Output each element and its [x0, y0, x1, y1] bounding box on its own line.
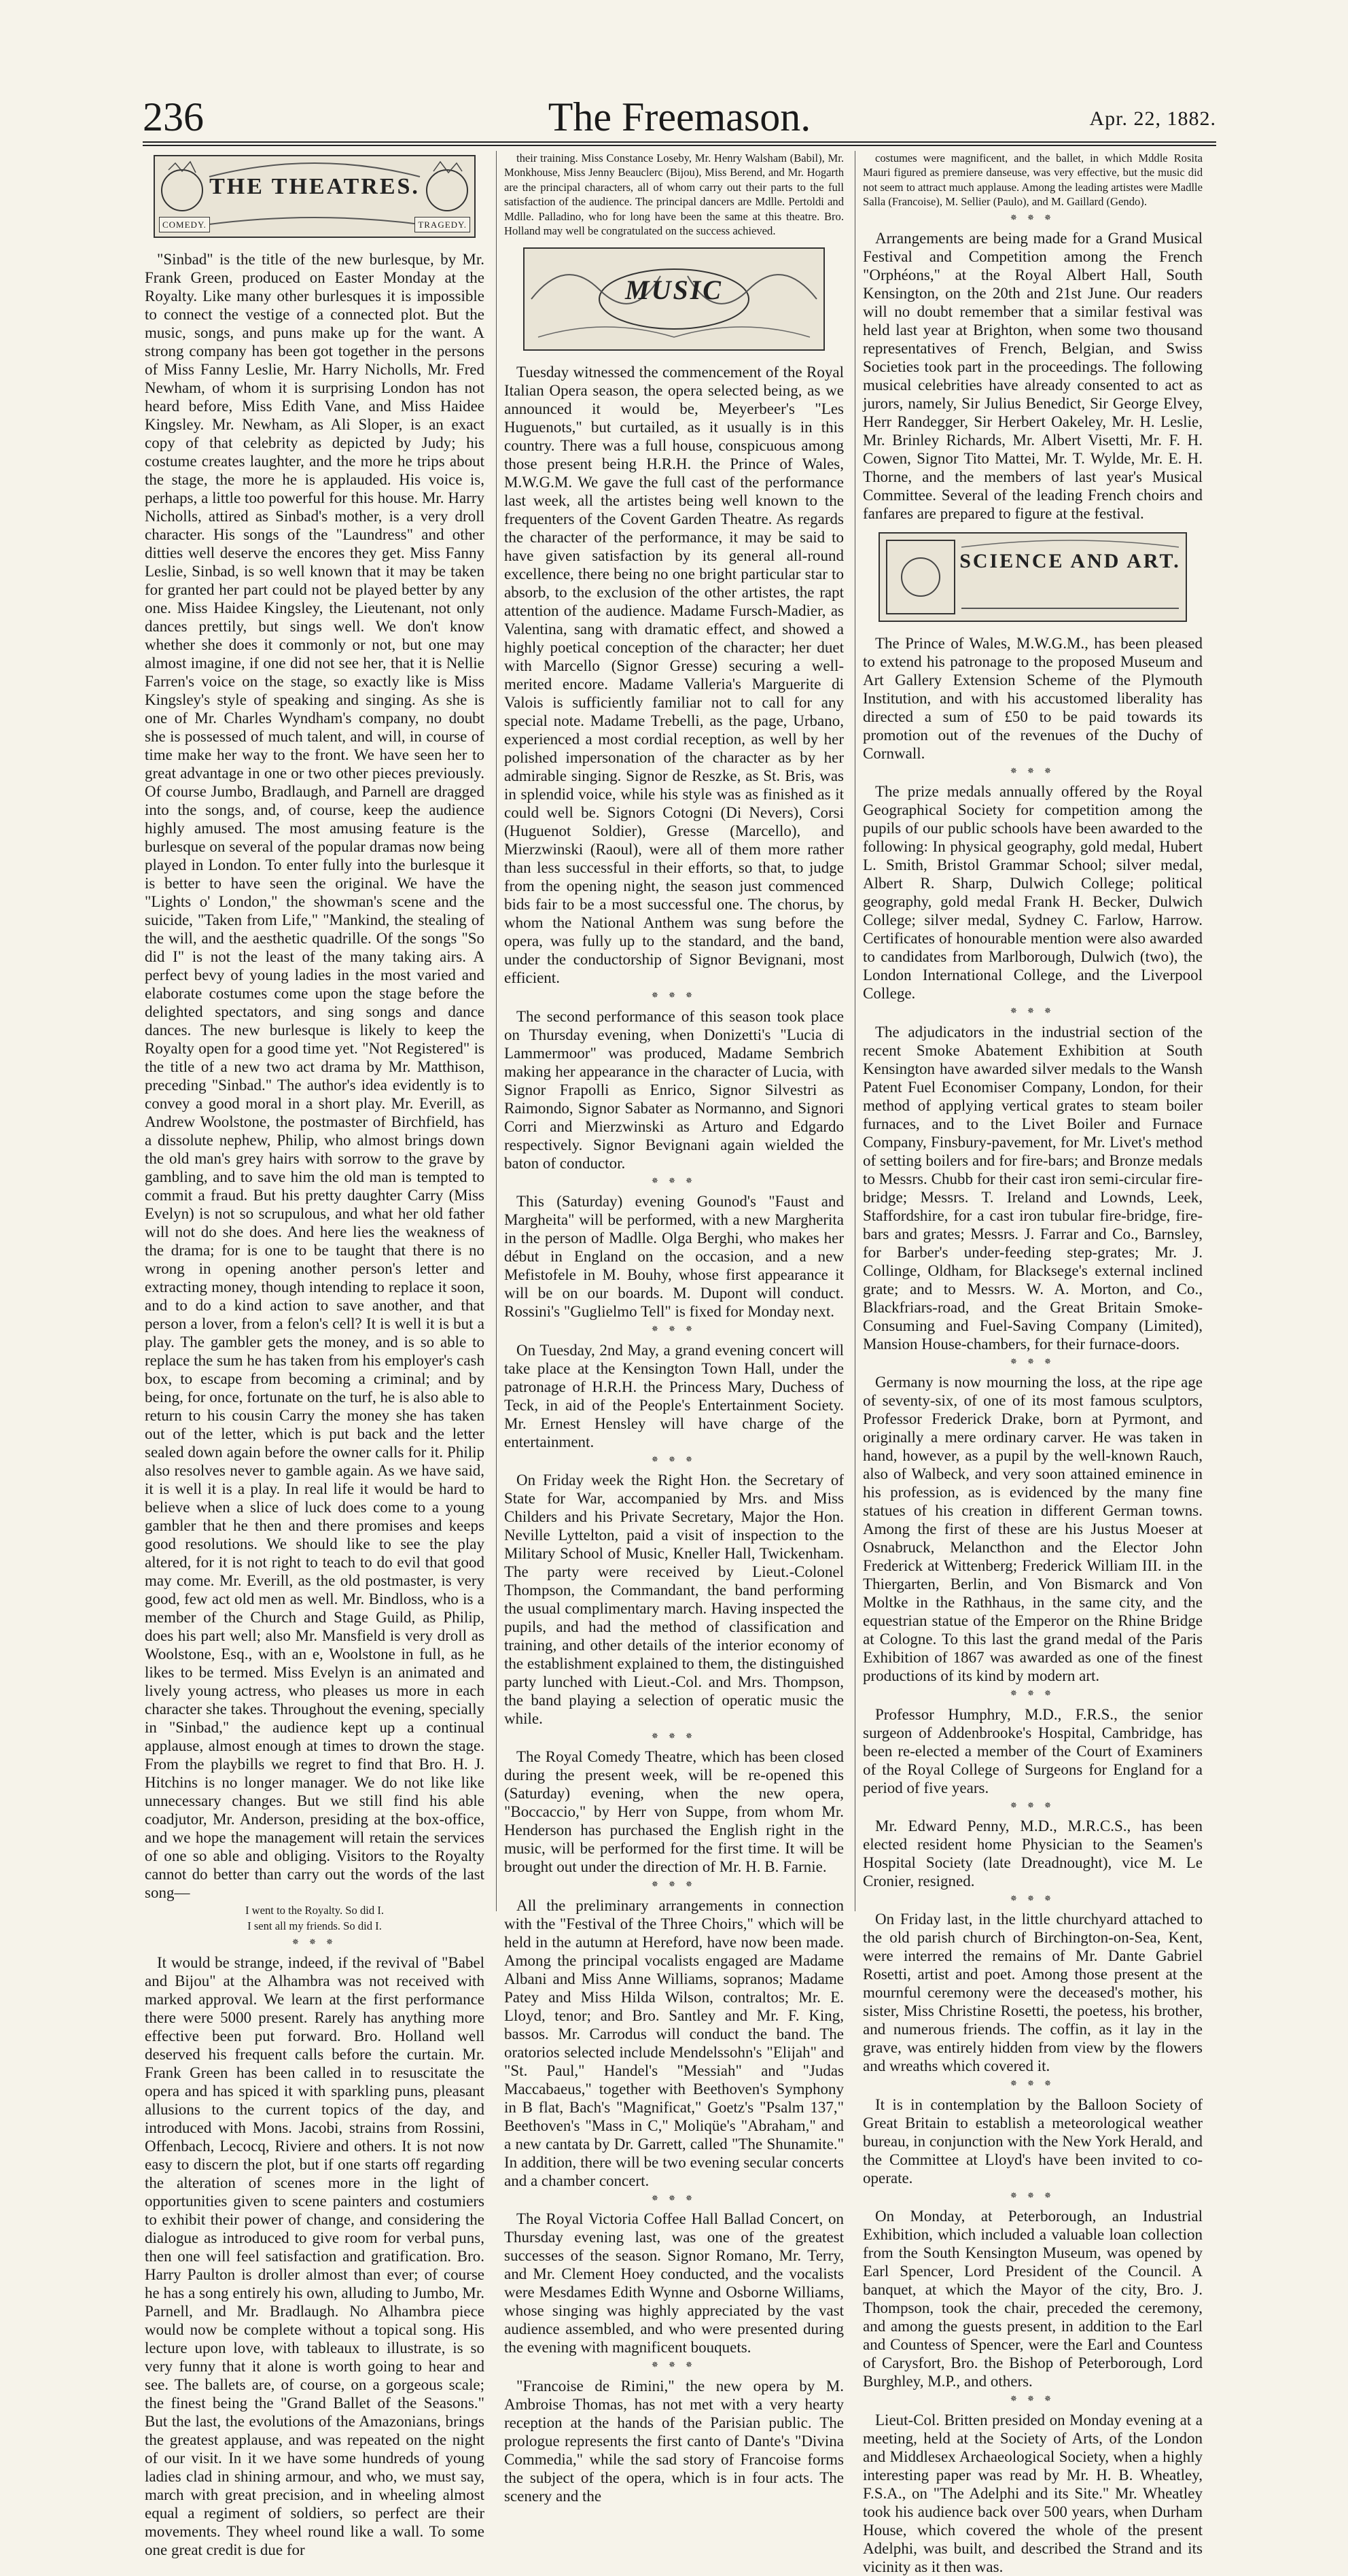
section-separator: ✵ ✵ ✵: [1010, 1688, 1056, 1699]
article-kensington-concert: On Tuesday, 2nd May, a grand evening concert will take place at the Kensington Town Hall, under the patronage of H.R.H. the Princess Mary, Duchess of Teck, in aid of the People's Entertainment Society. Mr. Ernest Hensley will have charge of the entertainment.: [504, 1341, 844, 1450]
article-royal-comedy: The Royal Comedy Theatre, which has been closed during the present week, will be re-opened this (Saturday) evening, when the new opera, "Boccaccio," by Herr von Suppe, from whom Mr. Henderson has purchased the English right in the music, will be performed for the first time. It will be brought out under the direction of Mr. H. B. Farnie.: [504, 1748, 844, 1876]
article-sinbad: "Sinbad" is the title of the new burlesque, by Mr. Frank Green, produced on Easter Monday at the Royalty. Like many other burlesques it is impossible to connect the vestige of a connected plot. But the music, songs, and puns make up for the want. A strong company has been got together in the persons of Miss Fanny Leslie, Mr. Harry Nicholls, Mr. Fred Newham, of whom it is surprising London has not heard before, Miss Edith Vane, and Miss Haidee Kingsley. Mr. Newham, as Ali Sloper, is an exact copy of that celebrity as depicted by Judy; his costume creates laughter, and the more he trips about the stage, the more he is applauded. His voice is, perhaps, a little too powerful for this house. Mr. Harry Nicholls, attired as Sinbad's mother, is a very droll character. His songs of the "Laundress" and other ditties well deserve the encores they get. Miss Fanny Leslie, Sinbad, is so well known that it may be taken for granted her part could not be played better by any one. Miss Haidee Kingsley, the Lieutenant, not only dances prettily, but sings well. We don't know whether she does it commonly or not, but one may almost imagine, if one did not see her, that it is Nellie Farren's voice on the stage, so exactly like is Miss Kingsley's style of speaking and singing. As she is one of Mr. Charles Wyndham's company, no doubt she is possessed of much talent, and will, in course of time make her way to the front. We have seen her to great advantage in one or two other pieces previously. Of course Jumbo, Bradlaugh, and Parnell are dragged into the songs, and, of course, keep the audience highly amused. The most amusing feature is the burlesque on several of the popular dramas now being played in London. To enter fully into the burlesque it is better to have seen the original. We have the "Lights o' London," the showman's scene and the suicide, "Taken from Life," "Mankind, the stealing of the will, and the aesthetic quadrille. Of the songs "So did I" is not the least of the many taking airs. A perfect bevy of young ladies in the most varied and elaborate costumes come upon the stage before the delighted spectators, and sing songs and dance dances. The new burlesque is likely to keep the Royalty open for a good time yet. "Not Registered" is the title of a new two act drama by Mr. Matthison, preceding "Sinbad." The author's idea evidently is to convey a good moral in a short play. Mr. Everill, as Andrew Woolstone, the postmaster of Birchfield, has a dissolute nephew, Philip, who almost brings down the old man's grey hairs with sorrow to the grave by gambling, and to save him the old man is tempted to commit a fraud. But his pretty daughter Carry (Miss Evelyn) is not so scrupulous, and what her old father will not do she does. And here lies the weakness of the drama; for is one to be taught that there is no wrong in opening another person's letter and extracting money, though intending to replace it soon, and to do a kind action to save another, and that person a lover, from a felon's cell? It is well it is but a play. The gambler gets the money, and is so able to replace the sum he has taken from his employer's cash box, to escape from becoming a criminal; and by being, for once, fortunate on the turf, he is also able to return to his cousin Carry the money she has taken out of the letter, which is put back and the letter sealed down again before the owner calls for it. Philip also resolves never to gamble again. As we have said, it is well it is a play. In real life it would be hard to believe when a slice of luck does come to a young gambler that he then and there promises and keeps good resolutions. We should like to see the play altered, for it is not right to teach to do evil that good may come. Mr. Everill, as the old postmaster, is very good, few act old men as well. Mr. Bindloss, who is a member of the Church and Stage Guild, as Philip, does his part well; also Mr. Mansfield is very droll as Woolstone, Esq., with an e, Woolstone in full, as he likes to be termed. Miss Evelyn is an animated and lively young actress, who pleases us more in each character she takes. Throughout the evening, specially in "Sinbad," the audience kept up a continual applause, almost enough at times to drown the stage. From the playbills we regret to find that Bro. H. J. Hitchins is no longer manager. We do not like like unnecessary changes. But we still find his able coadjutor, Mr. Anderson, presiding at the box-office, and we hope the management will retain the services of one so able and obliging. Visitors to the Royalty cannot do better than carry out the words of the last song—: [145, 251, 484, 1901]
article-opera-season: Tuesday witnessed the commencement of the Royal Italian Opera season, the opera selected being, as we announced it would be, Meyerbeer's "Les Huguenots," but curtailed, as it usually is in this country. There was a full house, conspicuous among those present being H.R.H. the Prince of Wales, M.W.G.M. We gave the full cast of the performance last week, all the artistes being well known to the frequenters of the Covent Garden Theatre. As regards the character of the performance, it may be said to have given satisfaction by its general all-round excellence, there being no one bright particular star to absorb, to the exclusion of the other artistes, the rapt attention of the audience. Madame Fursch-Madier, as Valentina, sang with dramatic effect, and showed a highly poetical conception of the character; her duet with Marcello (Signor Gresse) securing a well-merited encore. Madame Valleria's Marguerite di Valois is sufficiently familiar not to call for any special note. Madame Trebelli, as the page, Urbano, experienced a most cordial reception, as well by her polished impersonation of the character as by her admirable singing. Signor de Reszke, as St. Bris, was in splendid voice, while his style was as finished as it could well be. Signors Cotogni (Di Nevers), Corsi (Huguenot Soldier), Gresse (Marcello), and Mierzwinski (Raoul), were all of them more rather than less successful in their efforts, so that, to judge from the opening night, the season just commenced bids fair to be a most successful one. The chorus, by whom the National Anthem was sung before the opera, was fully up to the standard, and the band, under the conductorship of Signor Bevignani, most efficient.: [504, 364, 844, 987]
science-art-header-engraving: [879, 532, 1187, 622]
section-separator: ✵ ✵ ✵: [291, 1936, 338, 1947]
article-babel-continued: their training. Miss Constance Loseby, Mr. Henry Walsham (Babil), Mr. Monkhouse, Miss Jenny Beauclerc (Bijou), Miss Berend, and Mr. Hogarth are the principal characters, all of whom carry out their parts to the full satisfaction of the audience. The principal dancers are Mdlle. Pertoldi and Mdlle. Palladino, who for long have been the same at this theatre. Bro. Holland may well be congratulated on the success achieved.: [504, 152, 844, 238]
section-separator: ✵ ✵ ✵: [1010, 1800, 1056, 1810]
article-drake: Germany is now mourning the loss, at the ripe age of seventy-six, of one of its most famous sculptors, Professor Frederick Drake, born at Pyrmont, and originally a mere ordinary carver. He was taken in hand, however, as a pupil by the well-known Rauch, also of Walbeck, and very soon attained eminence in his profession, as is evidenced by the many fine statues of his creation in different German towns. Among the first of these are his Justus Moeser at Osnabruck, Melancthon and the Elector John Frederick at Wittenberg; Frederick William III. in the Thiergarten, Berlin, and Von Bismarck and Von Moltke in the Rathhaus, in the same city, and the equestrian statue of the Emperor on the Rhine Bridge at Cologne. To this last the grand medal of the Paris Exhibition of 1867 was awarded as one of the finest productions of its kind by modern art.: [863, 1374, 1203, 1685]
article-geographical-medals: The prize medals annually offered by the Royal Geographical Society for competition among the pupils of our public schools have been awarded to the following: In physical geography, gold medal, Hubert L. Smith, Bristol Grammar School; silver medal, Albert R. Sharp, Dulwich College; political geography, gold medal Frank H. Becker, Dulwich College; silver medal, Sydney C. Farlow, Harrow. Certificates of honourable mention were also awarded to candidates from Marlborough, Dulwich (two), the London International College, and the Liverpool College.: [863, 783, 1203, 1003]
masthead-rule: [143, 141, 1216, 143]
section-separator: ✵ ✵ ✵: [651, 1879, 697, 1890]
section-separator: ✵ ✵ ✵: [1010, 2078, 1056, 2089]
music-header-engraving: [523, 247, 825, 351]
article-smoke-abatement: The adjudicators in the industrial section of the recent Smoke Abatement Exhibition at South Kensington have awarded silver medals to the Wansh Patent Fuel Economiser Company, London, for their method of applying vertical grates to steam boiler furnaces, and to the Livet Boiler and Furnace Company, Finsbury-pavement, for Mr. Livet's method of setting boilers and for fire-bars; and Bronze medals to Messrs. Chubb for their cast iron semi-circular fire-bridge; Messrs. T. Ireland and Lownds, Leek, Staffordshire, for a cast iron tubular fire-bridge, fire-bars and grates; Messrs. J. Farrar and Co., Barnsley, for Barber's under-feeding step-grates; Mr. J. Collinge, Oldham, for Blacksege's external inclined grate; and to Messrs. W. A. Morton, and Co., Blackfriars-road, and the Great Britain Smoke-Consuming and Fuel-Saving Company (Limited), Mansion House-chambers, for their furnace-doors.: [863, 1023, 1203, 1353]
column-2: [504, 151, 844, 2505]
article-lucia: The second performance of this season took place on Thursday evening, when Donizetti's "Lucia di Lammermoor" was produced, Madame Sembrich making her appearance in the character of Lucia, with Signor Frapolli as Enrico, Signor Silvestri as Raimondo, Signor Sabater as Normanno, and Signori Corri and Mierzwinski as Arturo and Edgardo respectively. Signor Bevignani again wielded the baton of conductor.: [504, 1007, 844, 1172]
article-penny: Mr. Edward Penny, M.D., M.R.C.S., has been elected resident home Physician to the Seamen's Hospital Society (late Dreadnought), vice M. Le Cronier, resigned.: [863, 1817, 1203, 1890]
newspaper-title: The Freemason.: [548, 94, 811, 139]
article-coffee-hall: The Royal Victoria Coffee Hall Ballad Concert, on Thursday evening last, was one of the greatest successes of the season. Signor Romano, Mr. Terry, and Mr. Clement Hoey conducted, and the vocalists were Mesdames Edith Wynne and Osborne Williams, whose singing was highly appreciated by the vast audience assembled, and who were presented during the evening with magnificent bouquets.: [504, 2210, 844, 2356]
article-peterborough: On Monday, at Peterborough, an Industrial Exhibition, which included a valuable loan collection from the South Kensington Museum, was opened by Earl Spencer, Lord President of the Council. A banquet, at which the Mayor of the city, Bro. J. Thompson, took the chair, preceded the ceremony, and among the guests present, in addition to the Earl and Countess of Spencer, were the Earl and Countess of Carysfort, Bro. the Bishop of Peterborough, Lord Burghley, M.P., and others.: [863, 2208, 1203, 2390]
comedy-tag: COMEDY.: [159, 217, 210, 232]
page-number: 236: [143, 94, 204, 139]
masthead: [143, 95, 1216, 139]
article-balloon-society: It is in contemplation by the Balloon Society of Great Britain to establish a meteorological weather bureau, in conjunction with the New York Herald, and the Committee at Lloyd's have been invited to co-operate.: [863, 2095, 1203, 2187]
section-separator: ✵ ✵ ✵: [1010, 1894, 1056, 1904]
article-plymouth: The Prince of Wales, M.W.G.M., has been pleased to extend his patronage to the proposed Museum and Art Gallery Extension Scheme of the Plymouth Institution, and with his accustomed liberality has directed a sum of £50 to be paid towards its promotion out of the revenues of the Duchy of Cornwall.: [863, 635, 1203, 763]
article-rosetti: On Friday last, in the little churchyard attached to the old parish church of Birchington-on-Sea, Kent, were interred the remains of Mr. Dante Gabriel Rosetti, artist and poet. Among those present at the mournful ceremony were the deceased's mother, his sister, Miss Christine Rosetti, the poetess, his brother, and numerous friends. The coffin, as it lay in the grave, was entirely hidden from view by the flowers and wreaths which covered it.: [863, 1911, 1203, 2075]
ornament-graphic: [880, 534, 1186, 621]
section-separator: ✵ ✵ ✵: [651, 1175, 697, 1185]
article-orpheons: Arrangements are being made for a Grand Musical Festival and Competition among the French "Orphéons," at the Royal Albert Hall, South Kensington, on the 20th and 21st June. Our readers will no doubt remember that a similar festival was held last year at Brighton, when some two thousand representatives of French, Belgian, and Swiss Societies took part in the proceedings. The following musical celebrities have already consented to act as jurors, namely, Sir Julius Benedict, Sir George Elvey, Herr Randegger, Sir Herbert Oakeley, Mr. H. Leslie, Mr. Brinley Richards, Mr. Albert Visetti, Mr. F. H. Cowen, Signor Tito Mattei, Mr. T. Wylde, Mr. E. H. Thorne, and the members of last year's Musical Committee. Several of the leading French choirs and fanfares are prepared to figure at the festival.: [863, 230, 1203, 523]
section-separator: ✵ ✵ ✵: [1010, 1356, 1056, 1366]
section-separator: ✵ ✵ ✵: [651, 1454, 697, 1464]
science-art-header-title: SCIENCE AND ART.: [959, 550, 1181, 573]
article-francoise: "Francoise de Rimini," the new opera by M. Ambroise Thomas, has not met with a very hearty reception at the hands of the Parisian public. The prologue represents the first canto of Dante's "Divina Commedia," while the sad story of Francoise forms the subject of the opera, which is in four acts. The scenery and the: [504, 2377, 844, 2505]
song-verse: I went to the Royalty. So did I.: [245, 1904, 385, 1917]
section-separator: ✵ ✵ ✵: [651, 2193, 697, 2203]
column-divider: [496, 151, 497, 1911]
theatres-header-engraving: [154, 155, 476, 238]
masthead-rule-thin: [143, 145, 1216, 146]
theatres-header-title: THE THEATRES.: [209, 174, 420, 199]
article-kneller-hall: On Friday week the Right Hon. the Secretary of State for War, accompanied by Mrs. and Miss Childers and his Private Secretary, Major the Hon. Neville Lyttelton, paid a visit of inspection to the Military School of Music, Kneller Hall, Twickenham. The party were received by Lieut.-Colonel Thompson, the Commandant, the band performing the usual complimentary march. Having inspected the pupils, and had the method of classification and training, and other details of the interior economy of the establishment explained to them, the distinguished party lunched with Lieut.-Col. and Mrs. Thompson, the band playing a selection of operatic music the while.: [504, 1472, 844, 1728]
song-verse: I sent all my friends. So did I.: [247, 1919, 382, 1933]
section-separator: ✵ ✵ ✵: [1010, 766, 1056, 776]
section-separator: ✵ ✵ ✵: [1010, 212, 1056, 222]
column-1: [145, 151, 484, 2559]
article-babel-bijou: It would be strange, indeed, if the revival of "Babel and Bijou" at the Alhambra was not received with marked approval. We learn at the first performance there were 5000 present. Rarely has anything more effective been put forward. Bro. Holland well deserved his frequent calls before the curtain. Mr. Frank Green has been called in to resuscitate the opera and has spiced it with sparkling puns, pleasant allusions to the current topics of the day, and introduced with Mons. Jacobi, strains from Rossini, Offenbach, Lecocq, Riviere and others. It is not now easy to discern the plot, but if one starts off regarding the alteration of scenes more in the light of opportunities given to scene painters and costumiers to exhibit their power of change, and considering the dialogue as introduced to give room for verbal puns, then one will feel satisfaction and gratification. Bro. Harry Paulton is droller almost than ever; of course he has a song entirely his own, alluding to Jumbo, Mr. Parnell, and Mr. Bradlaugh. No Alhambra piece would now be complete without a topical song. His lecture upon love, with tableaux to illustrate, is so very funny that it alone is worth going to hear and see. The ballets are, of course, on a gorgeous scale; the finest being the "Grand Ballet of the Seasons." But the last, the evolutions of the Amazonians, brings the greatest applause, and was repeated on the night of our visit. In it we have some hundreds of young ladies clad in shining armour, and who, we must say, march with great precision, and in wheeling almost equal a regiment of soldiers, so perfect are their movements. They wheel round like a wall. To some one great credit is due for: [145, 1954, 484, 2559]
article-three-choirs: All the preliminary arrangements in connection with the "Festival of the Three Choirs," which will be held in the autumn at Hereford, have now been made. Among the principal vocalists engaged are Madame Albani and Miss Anne Williams, sopranos; Madame Patey and Miss Hilda Wilson, contraltos; Mr. E. Lloyd, tenor; and Bro. Santley and Mr. F. King, bassos. Mr. Carrodus will conduct the band. The oratorios selected include Mendelssohn's "Elijah" and "St. Paul," Handel's "Messiah" and "Judas Maccabaeus," together with Beethoven's Symphony in B flat, Bach's "Magnificat," Goetz's "Psalm 137," Beethoven's "Mass in C," Moliqüe's "Abraham," and a new cantata by Dr. Garrett, called "The Shunamite." In addition, there will be two evening secular concerts and a chamber concert.: [504, 1896, 844, 2189]
article-francoise-continued: costumes were magnificent, and the ballet, in which Mddle Rosita Mauri figured as premiere danseuse, was very effective, but the music did not seem to attract much applause. Among the leading artistes were Madlle Salla (Francoise), M. Sellier (Paulo), and M. Gaillard (Gendo).: [863, 152, 1203, 209]
column-3: [863, 151, 1203, 2575]
article-faust: This (Saturday) evening Gounod's "Faust and Margheita" will be performed, with a new Margherita in the person of Madlle. Olga Berghi, who makes her début in England on the occasion, and a new Mefistofele in M. Bouhy, whose first appearance it will be on our boards. M. Dupont will conduct. Rossini's "Guglielmo Tell" is fixed for Monday next.: [504, 1193, 844, 1321]
music-header-title: MUSIC: [625, 275, 723, 306]
section-separator: ✵ ✵ ✵: [651, 990, 697, 1000]
tragedy-tag: TRAGEDY.: [414, 217, 470, 232]
section-separator: ✵ ✵ ✵: [1010, 2394, 1056, 2404]
article-britten: Lieut-Col. Britten presided on Monday evening at a meeting, held at the Society of Arts, of the London and Middlesex Archaeological Society, when a highly interesting paper was read by Mr. H. B. Wheatley, F.S.A., on "The Adelphi and its Site." Mr. Wheatley took his audience back over 500 years, when Durham House, which covered the whole of the present Adelphi, was built, and described the Strand and its vicinity as it then was.: [863, 2411, 1203, 2575]
issue-date: Apr. 22, 1882.: [1089, 107, 1216, 130]
section-separator: ✵ ✵ ✵: [651, 1731, 697, 1741]
article-humphry: Professor Humphry, M.D., F.R.S., the senior surgeon of Addenbrooke's Hospital, Cambridge, has been re-elected a member of the Court of Examiners of the Royal College of Surgeons for England for a period of five years.: [863, 1705, 1203, 1796]
section-separator: ✵ ✵ ✵: [1010, 1006, 1056, 1016]
section-separator: ✵ ✵ ✵: [651, 1324, 697, 1334]
section-separator: ✵ ✵ ✵: [1010, 2190, 1056, 2200]
section-separator: ✵ ✵ ✵: [651, 2360, 697, 2370]
